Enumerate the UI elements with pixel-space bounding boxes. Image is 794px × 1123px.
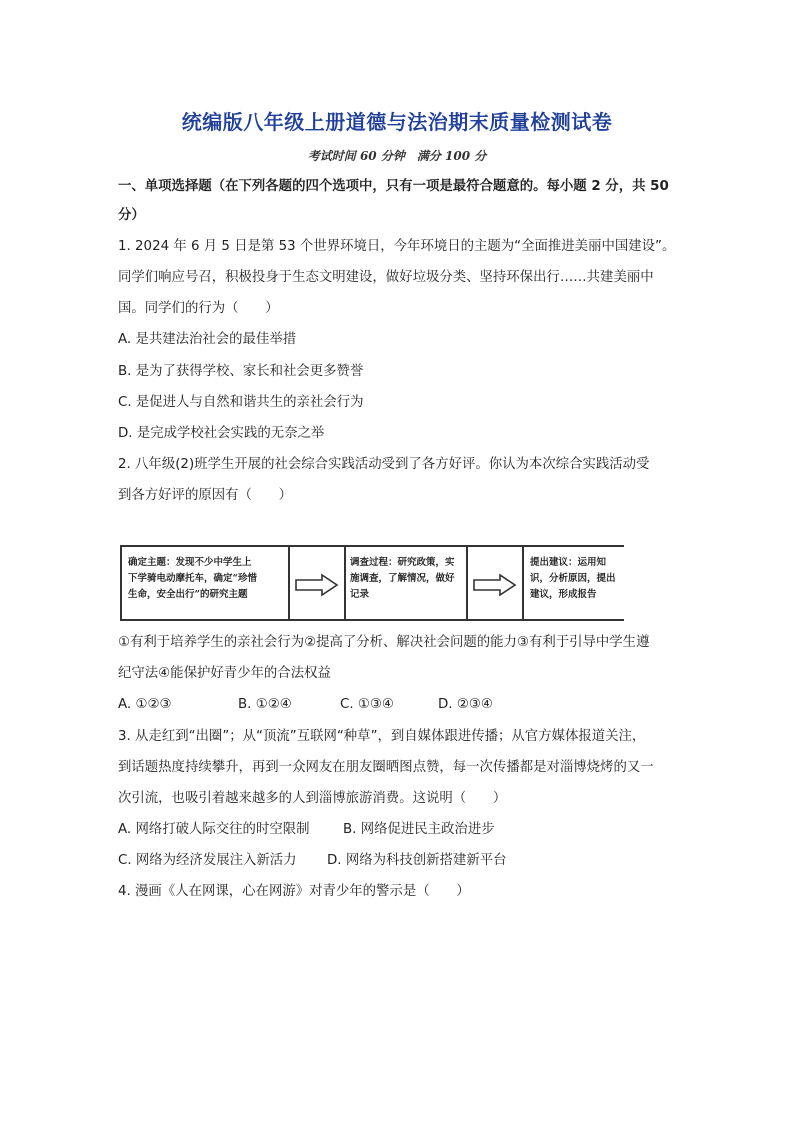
flow-divider [344,547,346,619]
q2-stem-line2: 到各方好评的原因有（ ） [118,488,293,503]
q1-stem-line1: 1. 2024 年 6 月 5 日是第 53 个世界环境日，今年环境日的主题为“全面推进美丽中国建设”。 [118,239,676,254]
exam-title: 统编版八年级上册道德与法治期末质量检测试卷 [181,110,613,134]
q3-options-row1 [118,821,495,839]
flow-step-suggestion: 提出建议：运用知 识，分析原因，提出 建议，形成报告 [530,557,616,600]
q1-option-b: B. 是为了获得学校、家长和社会更多赞誉 [118,364,364,379]
q4-stem-line1: 4. 漫画《人在网课，心在网游》对青少年的警示是（ ） [118,884,470,899]
q2-statements-line1: ①有利于培养学生的亲社会行为②提高了分析、解决社会问题的能力③有利于引导中学生遵 [118,635,650,650]
q2-option-a: A. ①②③ [118,697,172,712]
flow-arrow-icon [294,573,340,597]
q1-stem-line2: 同学们响应号召，积极投身于生态文明建设，做好垃圾分类、坚持环保出行……共建美丽中 [118,270,654,285]
q3-option-c: C. 网络为经济发展注入新活力 [118,853,297,868]
flow-divider [288,547,290,619]
section-heading-cont: 分） [118,208,145,223]
q3-option-b: B. 网络促进民主政治进步 [343,822,495,837]
q1-option-a: A. 是共建法治社会的最佳举措 [118,332,297,347]
q1-stem-line3: 国。同学们的行为（ ） [118,301,279,316]
q2-stem-line1: 2. 八年级(2)班学生开展的社会综合实践活动受到了各方好评。你认为本次综合实践活动受 [118,457,650,472]
q2-option-c: C. ①③④ [340,697,394,712]
q3-stem-line1: 3. 从走红到“出圈”；从“顶流”互联网“种草”，到自媒体跟进传播；从官方媒体报道关注， [118,729,646,744]
q2-options [118,696,493,714]
q3-stem-line2: 到话题热度持续攀升，再到一众网友在朋友圈晒图点赞，每一次传播都是对淄博烧烤的又一 [118,760,654,775]
q2-option-b: B. ①②④ [238,697,292,712]
q1-option-c: C. 是促进人与自然和谐共生的亲社会行为 [118,395,364,410]
section-heading: 一、单项选择题（在下列各题的四个选项中，只有一项是最符合题意的。每小题 2 分，共 50 [118,179,669,194]
exam-subtitle: 考试时间 60 分钟 满分 100 分 [307,149,487,163]
flow-step-topic: 确定主题：发现不少中学生上 下学骑电动摩托车，确定“珍惜 生命，安全出行”的研究主题 [128,557,257,600]
q2-option-d: D. ②③④ [438,697,493,712]
q3-options-row2 [118,852,507,870]
q2-statements-line2: 纪守法④能保护好青少年的合法权益 [118,666,331,681]
q3-option-d: D. 网络为科技创新搭建新平台 [327,853,507,868]
q1-option-d: D. 是完成学校社会实践的无奈之举 [118,426,325,441]
flow-arrow-icon [472,573,518,597]
flow-divider [466,547,468,619]
research-flow-diagram [120,545,624,621]
flow-divider [522,547,524,619]
q3-stem-line3: 次引流，也吸引着越来越多的人到淄博旅游消费。这说明（ ） [118,791,507,806]
q3-option-a: A. 网络打破人际交往的时空限制 [118,822,310,837]
flow-step-survey: 调查过程：研究政策，实 施调查，了解情况，做好 记录 [350,557,455,600]
